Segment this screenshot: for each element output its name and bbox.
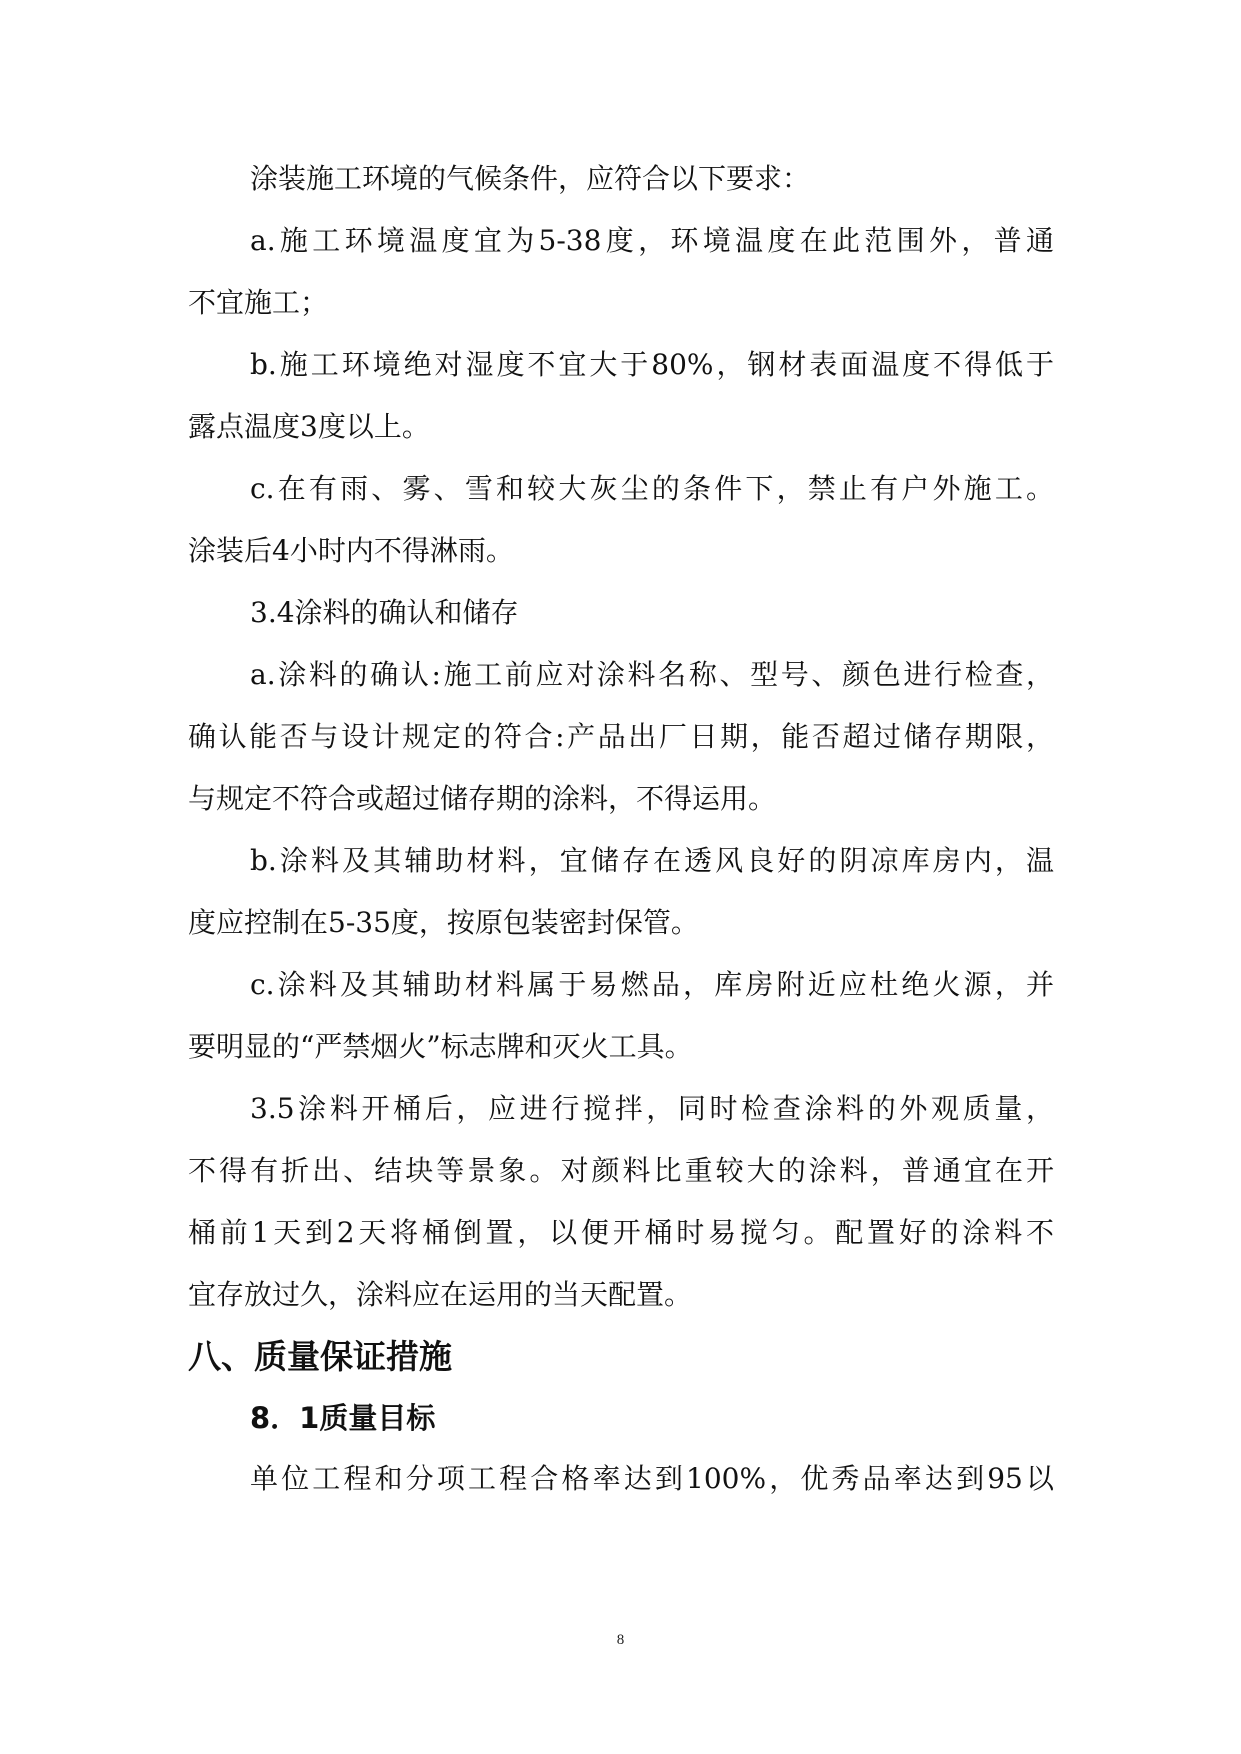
paragraph-line: 露点温度3度以上。 (188, 410, 430, 443)
paragraph-line: 度应控制在5-35度，按原包装密封保管。 (188, 906, 699, 939)
paragraph-line: a.涂料的确认:施工前应对涂料名称、型号、颜色进行检查， (250, 658, 1054, 691)
subsection-heading: 8．1质量目标 (250, 1401, 436, 1435)
paragraph-line: 涂装施工环境的气候条件，应符合以下要求： (250, 162, 811, 195)
document-body (188, 148, 1054, 1510)
paragraph-line: 不宜施工； (188, 286, 329, 319)
paragraph-line: 不得有折出、结块等景象。对颜料比重较大的涂料，普通宜在开 (188, 1154, 1054, 1187)
paragraph-line: 宜存放过久，涂料应在运用的当天配置。 (188, 1278, 693, 1311)
paragraph-line: c.涂料及其辅助材料属于易燃品，库房附近应杜绝火源，并 (250, 968, 1054, 1001)
paragraph-line: c.在有雨、雾、雪和较大灰尘的条件下，禁止有户外施工。 (250, 472, 1054, 505)
paragraph-line: 3.5涂料开桶后，应进行搅拌，同时检查涂料的外观质量， (250, 1092, 1054, 1125)
paragraph-line: 确认能否与设计规定的符合:产品出厂日期，能否超过储存期限， (188, 720, 1054, 753)
paragraph-line: 桶前1天到2天将桶倒置，以便开桶时易搅匀。配置好的涂料不 (188, 1216, 1054, 1249)
paragraph-line: 与规定不符合或超过储存期的涂料，不得运用。 (188, 782, 777, 815)
paragraph-line: 单位工程和分项工程合格率达到100%，优秀品率达到95以 (250, 1462, 1054, 1495)
paragraph-line: 涂装后4小时内不得淋雨。 (188, 534, 514, 567)
paragraph-line: 要明显的“严禁烟火”标志牌和灭火工具。 (188, 1030, 693, 1063)
paragraph-line: b.施工环境绝对湿度不宜大于80%，钢材表面温度不得低于 (250, 348, 1054, 381)
paragraph-line: a.施工环境温度宜为5-38度，环境温度在此范围外，普通 (250, 224, 1054, 257)
section-heading: 八、质量保证措施 (188, 1337, 452, 1376)
page-number: 8 (616, 1632, 625, 1648)
paragraph-line: b.涂料及其辅助材料，宜储存在透风良好的阴凉库房内，温 (250, 844, 1054, 877)
section-3-4-title: 3.4涂料的确认和储存 (250, 596, 519, 629)
